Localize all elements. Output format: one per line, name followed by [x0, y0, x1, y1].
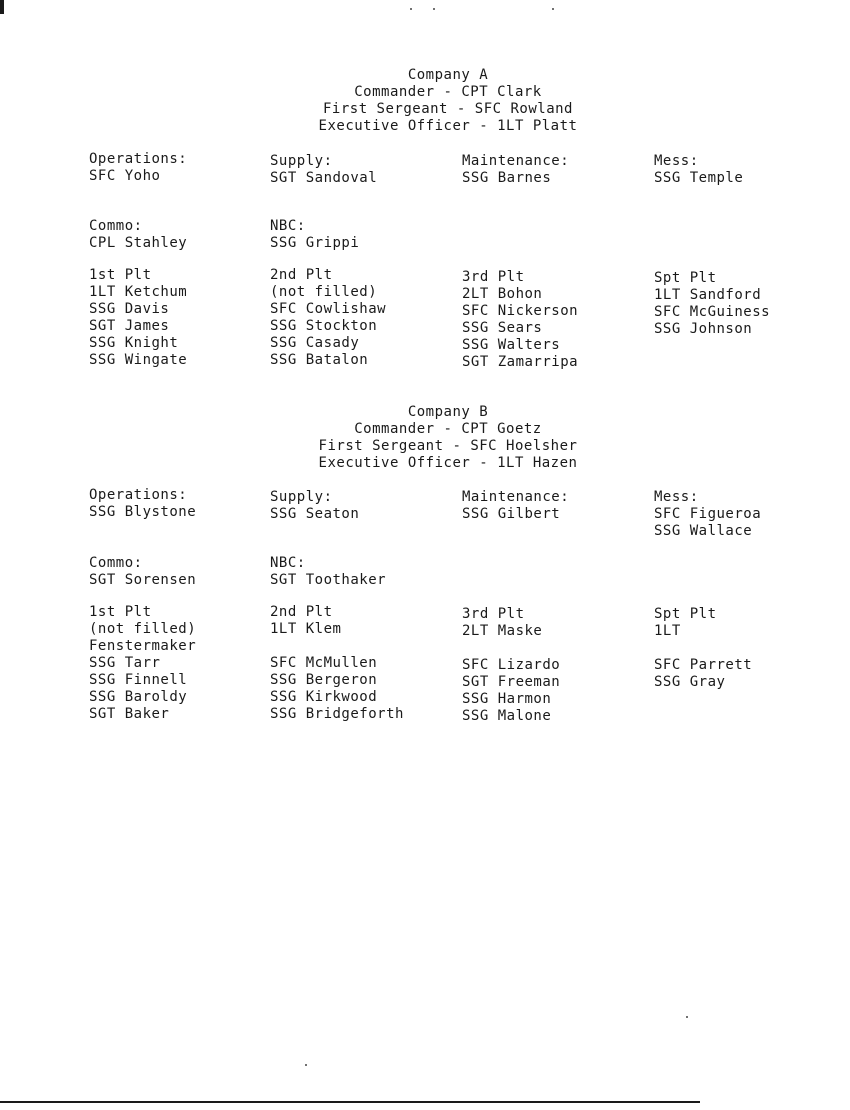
roster-entry: 1LT — [654, 623, 681, 639]
roster-entry: SSG Casady — [270, 335, 360, 351]
section-mess — [654, 489, 761, 540]
roster-entry: SFC McMullen — [270, 655, 378, 671]
roster-entry: SSG Grippi — [270, 235, 360, 251]
roster-entry: 2LT Bohon — [462, 286, 543, 302]
scan-speck — [433, 8, 435, 10]
section-label: NBC: — [270, 218, 306, 234]
roster-entry: SFC Yoho — [89, 168, 161, 184]
roster-entry: SSG Walters — [462, 337, 561, 353]
roster-entry: SSG Davis — [89, 301, 170, 317]
section-3rd-plt — [462, 606, 560, 725]
command-line: Executive Officer - 1LT Hazen — [318, 455, 578, 471]
command-line: Commander - CPT Goetz — [354, 421, 542, 437]
section-1st-plt — [89, 604, 196, 723]
scan-edge-mark — [0, 0, 4, 14]
roster-entry: SGT Freeman — [462, 674, 561, 690]
section-operations — [89, 487, 196, 521]
section-label: 1st Plt — [89, 267, 152, 283]
command-line: Commander - CPT Clark — [354, 84, 542, 100]
roster-entry: SSG Temple — [654, 170, 744, 186]
section-label: Commo: — [89, 218, 143, 234]
roster-entry: SSG Sears — [462, 320, 543, 336]
company-b-heading — [0, 404, 850, 472]
section-3rd-plt — [462, 269, 578, 371]
roster-entry: 1LT Sandford — [654, 287, 762, 303]
roster-entry: SSG Knight — [89, 335, 179, 351]
roster-entry: SSG Johnson — [654, 321, 753, 337]
roster-entry: SSG Blystone — [89, 504, 197, 520]
roster-entry: SSG Bergeron — [270, 672, 378, 688]
section-label: Mess: — [654, 153, 699, 169]
roster-entry: SFC McGuiness — [654, 304, 771, 320]
command-line: First Sergeant - SFC Hoelsher — [318, 438, 578, 454]
scan-speck — [686, 1016, 688, 1018]
section-label: Maintenance: — [462, 153, 570, 169]
roster-entry: SGT Baker — [89, 706, 170, 722]
section-label: 2nd Plt — [270, 267, 333, 283]
roster-entry: SSG Malone — [462, 708, 552, 724]
section-label: Commo: — [89, 555, 143, 571]
section-maintenance — [462, 153, 569, 187]
roster-entry: 1LT Klem — [270, 621, 342, 637]
roster-entry: SSG Baroldy — [89, 689, 188, 705]
roster-entry: SGT Sorensen — [89, 572, 197, 588]
roster-entry: SGT Zamarripa — [462, 354, 579, 370]
section-label: Mess: — [654, 489, 699, 505]
company-title: Company B — [407, 404, 489, 420]
scan-speck — [305, 1064, 307, 1066]
roster-entry: SFC Cowlishaw — [270, 301, 387, 317]
roster-entry — [462, 640, 560, 657]
roster-entry: SSG Bridgeforth — [270, 706, 404, 722]
roster-entry: SSG Seaton — [270, 506, 360, 522]
section-label: Spt Plt — [654, 606, 717, 622]
section-label: 1st Plt — [89, 604, 152, 620]
roster-entry: SFC Nickerson — [462, 303, 579, 319]
section-operations — [89, 151, 187, 185]
roster-entry: SSG Batalon — [270, 352, 369, 368]
roster-entry: 1LT Ketchum — [89, 284, 188, 300]
section-label: Supply: — [270, 153, 333, 169]
section-label: 2nd Plt — [270, 604, 333, 620]
section-commo — [89, 218, 187, 252]
section-label: Maintenance: — [462, 489, 570, 505]
roster-entry: SFC Lizardo — [462, 657, 561, 673]
roster-entry: Fenstermaker — [89, 638, 197, 654]
roster-entry: SFC Parrett — [654, 657, 753, 673]
section-label: 3rd Plt — [462, 269, 525, 285]
roster-entry: SSG Finnell — [89, 672, 188, 688]
company-title: Company A — [407, 67, 489, 83]
roster-entry: SFC Figueroa — [654, 506, 762, 522]
roster-entry: SSG Kirkwood — [270, 689, 378, 705]
scan-speck — [552, 8, 554, 10]
section-supply — [270, 153, 377, 187]
scan-speck — [410, 8, 412, 10]
bottom-rule — [0, 1101, 700, 1103]
roster-entry: SGT James — [89, 318, 170, 334]
section-label: Operations: — [89, 151, 188, 167]
roster-entry: SSG Wingate — [89, 352, 188, 368]
company-a-heading — [0, 67, 850, 135]
roster-entry: SSG Tarr — [89, 655, 161, 671]
roster-entry: 2LT Maske — [462, 623, 543, 639]
roster-entry: SSG Wallace — [654, 523, 753, 539]
roster-entry — [654, 640, 752, 657]
section-2nd-plt — [270, 604, 404, 723]
command-line: Executive Officer - 1LT Platt — [318, 118, 578, 134]
section-label: Operations: — [89, 487, 188, 503]
section-label: Spt Plt — [654, 270, 717, 286]
section-label: Supply: — [270, 489, 333, 505]
roster-entry: SSG Gilbert — [462, 506, 561, 522]
roster-entry: SSG Stockton — [270, 318, 378, 334]
section-spt-plt — [654, 270, 770, 338]
roster-entry: SGT Toothaker — [270, 572, 387, 588]
command-line: First Sergeant - SFC Rowland — [322, 101, 573, 117]
roster-entry: SSG Barnes — [462, 170, 552, 186]
roster-entry: (not filled) — [270, 284, 378, 300]
section-label: NBC: — [270, 555, 306, 571]
roster-entry: CPL Stahley — [89, 235, 188, 251]
section-nbc — [270, 218, 359, 252]
section-commo — [89, 555, 196, 589]
section-maintenance — [462, 489, 569, 523]
section-mess — [654, 153, 743, 187]
section-label: 3rd Plt — [462, 606, 525, 622]
section-1st-plt — [89, 267, 187, 369]
roster-entry: SSG Gray — [654, 674, 726, 690]
roster-entry: (not filled) — [89, 621, 197, 637]
section-2nd-plt — [270, 267, 386, 369]
section-spt-plt — [654, 606, 752, 691]
roster-entry: SSG Harmon — [462, 691, 552, 707]
roster-entry: SGT Sandoval — [270, 170, 378, 186]
roster-entry — [270, 638, 404, 655]
section-supply — [270, 489, 359, 523]
section-nbc — [270, 555, 386, 589]
